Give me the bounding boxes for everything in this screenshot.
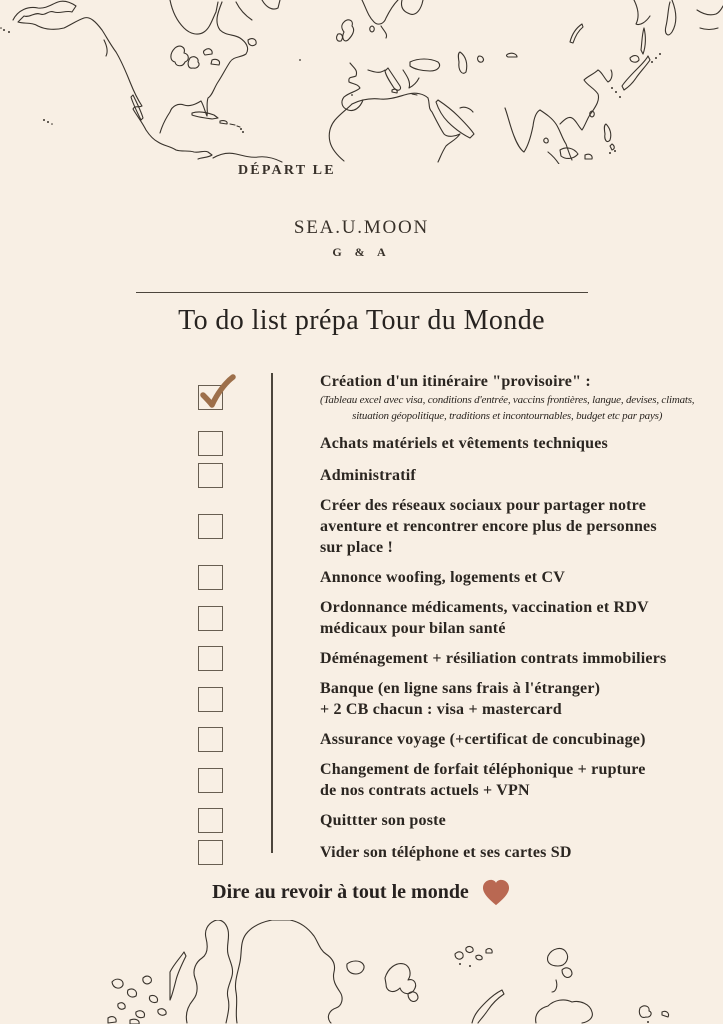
checkmark-icon — [196, 373, 236, 413]
brand-initials: G & A — [332, 245, 391, 259]
checklist-item-line: Déménagement + résiliation contrats immobiliers — [320, 650, 667, 667]
departure-label: DÉPART LE — [238, 163, 336, 178]
checklist-item — [198, 597, 723, 639]
checkbox[interactable] — [198, 840, 223, 865]
checklist-item-line: Créer des réseaux sociaux pour partager notre — [320, 497, 646, 514]
checklist-item — [198, 495, 723, 558]
world-map-top-illustration — [0, 0, 723, 164]
checkbox[interactable] — [198, 646, 223, 671]
checklist-item-line: médicaux pour bilan santé — [320, 620, 506, 637]
page-title: To do list prépa Tour du Monde — [178, 305, 545, 336]
checkbox[interactable] — [198, 687, 223, 712]
checklist-item-text — [320, 597, 649, 639]
checklist-item-line: Assurance voyage (+certificat de concubinage) — [320, 731, 646, 748]
checkbox[interactable] — [198, 727, 223, 752]
checklist-item-line: sur place ! — [320, 539, 394, 556]
checklist-item-text — [320, 433, 608, 454]
checklist-item — [198, 759, 723, 801]
checklist-item-text — [320, 495, 657, 558]
checklist-item-text — [320, 759, 646, 801]
checklist-item-line: Annonce woofing, logements et CV — [320, 569, 566, 586]
brand-name: SEA.U.MOON — [293, 217, 430, 238]
checklist-item-text — [320, 678, 600, 720]
heart-icon — [481, 879, 511, 906]
checklist-item-text — [320, 810, 446, 831]
checklist-item-text — [320, 567, 565, 588]
checkbox[interactable] — [198, 808, 223, 833]
checkbox[interactable] — [198, 431, 223, 456]
checklist-divider — [271, 373, 273, 853]
checklist-item — [198, 565, 723, 590]
checklist-item-text — [320, 648, 666, 669]
checklist-item — [198, 808, 723, 833]
checklist-item-text — [320, 465, 416, 486]
checkbox[interactable] — [198, 463, 223, 488]
checklist-item-text — [320, 842, 572, 863]
checklist-item-text — [320, 729, 646, 750]
checklist-item-line: Banque (en ligne sans frais à l'étranger) — [320, 680, 601, 697]
checkbox[interactable] — [198, 768, 223, 793]
checkbox[interactable] — [198, 565, 223, 590]
checklist-item-line: Création d'un itinéraire "provisoire" : — [320, 373, 591, 390]
checklist-rows — [198, 371, 723, 865]
checklist-item — [198, 727, 723, 752]
checklist-item-line: + 2 CB chacun : visa + mastercard — [320, 701, 562, 718]
checklist-item — [198, 371, 723, 424]
farewell-line — [0, 879, 723, 906]
checkbox[interactable] — [198, 514, 223, 539]
world-map-bottom-illustration — [0, 920, 723, 1024]
checklist-item-text — [320, 371, 694, 424]
checklist-item-line: Ordonnance médicaments, vaccination et RDV — [320, 599, 649, 616]
checklist-item-line: Changement de forfait téléphonique + rupture — [320, 761, 646, 778]
farewell-text: Dire au revoir à tout le monde — [212, 881, 469, 903]
checkbox[interactable] — [198, 606, 223, 631]
checklist-item-line: Achats matériels et vêtements techniques — [320, 435, 608, 452]
checklist-item — [198, 646, 723, 671]
checklist-item-line: Quittter son poste — [320, 812, 446, 829]
checkbox-checked[interactable] — [198, 385, 223, 410]
header-divider — [136, 292, 588, 293]
checklist-item-line: aventure et rencontrer encore plus de personnes — [320, 518, 657, 535]
checklist — [198, 371, 723, 872]
checklist-item-line: Administratif — [320, 467, 416, 484]
checklist-item-note-line: (Tableau excel avec visa, conditions d'entrée, vaccins frontières, langue, devises, climats, — [320, 394, 695, 406]
checklist-item — [198, 840, 723, 865]
checklist-item-line: de nos contrats actuels + VPN — [320, 782, 530, 799]
checklist-item-line: Vider son téléphone et ses cartes SD — [320, 844, 572, 861]
checklist-item — [198, 431, 723, 456]
checklist-item — [198, 678, 723, 720]
checklist-item — [198, 463, 723, 488]
checklist-item-note-line: situation géopolitique, traditions et incontournables, budget etc par pays) — [352, 410, 663, 422]
